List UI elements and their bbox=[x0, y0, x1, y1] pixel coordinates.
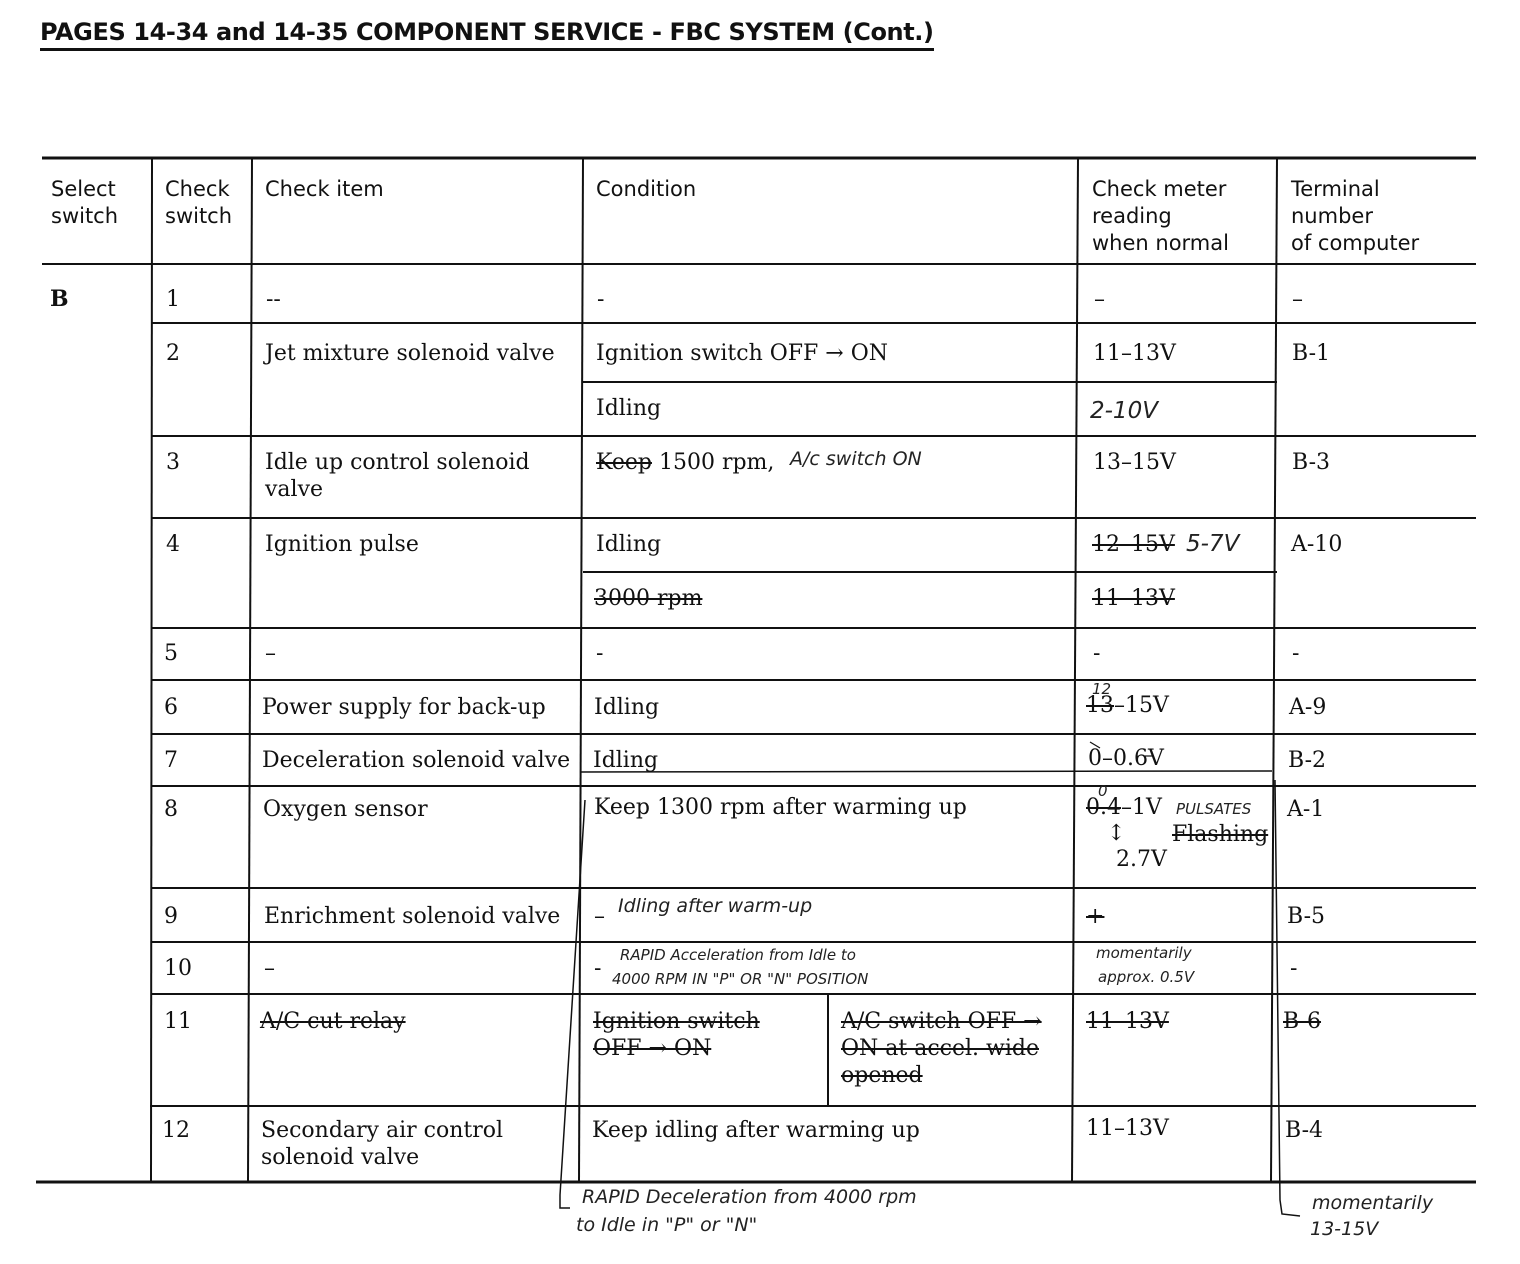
row4-meter-a-struck: 12–15V bbox=[1092, 532, 1175, 557]
row11-condition-a-struck: Ignition switch OFF → ON bbox=[593, 1009, 760, 1061]
row8-meter-handwritten: PULSATES bbox=[1176, 800, 1252, 818]
row4-meter-b-struck: 11–13V bbox=[1092, 586, 1175, 611]
row1-switch: 1 bbox=[166, 287, 180, 312]
row10-meter-handwritten-b: approx. 0.5V bbox=[1098, 968, 1195, 986]
row8-meter-c: 2.7V bbox=[1116, 847, 1167, 872]
row3-terminal: B-3 bbox=[1292, 450, 1331, 475]
row10-condition-handwritten-b: 4000 RPM IN "P" OR "N" POSITION bbox=[612, 970, 869, 988]
row8-switch: 8 bbox=[164, 797, 178, 822]
row2-switch: 2 bbox=[166, 341, 180, 366]
row8-meter-handwritten-digit: 0 bbox=[1098, 782, 1108, 800]
row6-meter-handwritten: 12 bbox=[1092, 680, 1112, 698]
row8-meter-text: –1V bbox=[1121, 795, 1162, 820]
row9-item: Enrichment solenoid valve bbox=[264, 904, 561, 929]
row3-item: Idle up control solenoid valve bbox=[265, 450, 530, 502]
row6-switch: 6 bbox=[164, 695, 178, 720]
row5-meter: - bbox=[1093, 641, 1101, 666]
row1-terminal: – bbox=[1292, 287, 1303, 312]
row6-condition: Idling bbox=[594, 695, 660, 720]
row4-condition-a: Idling bbox=[596, 532, 662, 557]
row4-terminal: A-10 bbox=[1291, 532, 1343, 557]
row6-item: Power supply for back-up bbox=[262, 695, 546, 720]
header-condition: Condition bbox=[596, 177, 697, 201]
row12-meter: 11–13V bbox=[1086, 1116, 1169, 1141]
row11-terminal-struck: B-6 bbox=[1283, 1009, 1322, 1034]
row8-terminal: A-1 bbox=[1287, 797, 1325, 822]
row7-terminal: B-2 bbox=[1288, 748, 1327, 773]
row4-switch: 4 bbox=[166, 532, 180, 557]
row2-condition-b: Idling bbox=[596, 396, 662, 421]
row7-condition: Idling bbox=[593, 748, 659, 773]
row5-item: – bbox=[265, 641, 276, 666]
header-terminal: Terminal number of computer bbox=[1291, 177, 1420, 255]
row10-switch: 10 bbox=[164, 956, 192, 981]
row3-condition-text: 1500 rpm, bbox=[658, 450, 775, 475]
row5-switch: 5 bbox=[164, 641, 178, 666]
row6-meter bbox=[1086, 692, 1169, 719]
row8-condition: Keep 1300 rpm after warming up bbox=[594, 795, 967, 820]
row2-condition-a: Ignition switch OFF → ON bbox=[596, 341, 889, 366]
row9-meter-struck: + bbox=[1086, 904, 1105, 929]
row12-switch: 12 bbox=[162, 1118, 190, 1143]
row10-condition-dash: - bbox=[594, 956, 602, 981]
page-title: PAGES 14-34 and 14-35 COMPONENT SERVICE - FBC SYSTEM (Cont.) bbox=[40, 18, 934, 51]
row6-terminal: A-9 bbox=[1289, 695, 1327, 720]
row11-condition-b-struck: A/C switch OFF → ON at accel. wide opened bbox=[841, 1009, 1042, 1088]
row7-switch: 7 bbox=[164, 748, 178, 773]
header-check-item: Check item bbox=[265, 177, 384, 201]
row1-meter: – bbox=[1094, 287, 1105, 312]
row3-condition bbox=[596, 449, 774, 476]
row9-terminal: B-5 bbox=[1287, 904, 1326, 929]
row4-item: Ignition pulse bbox=[265, 532, 419, 557]
row12-condition: Keep idling after warming up bbox=[592, 1118, 920, 1143]
row6-meter-text: –15V bbox=[1114, 693, 1169, 718]
row10-item: – bbox=[264, 956, 275, 981]
row10-condition-handwritten-a: RAPID Acceleration from Idle to bbox=[620, 946, 856, 964]
row11-switch: 11 bbox=[164, 1009, 192, 1034]
header-select-switch: Select switch bbox=[51, 177, 119, 228]
row9-switch: 9 bbox=[164, 904, 178, 929]
row10-terminal: - bbox=[1290, 956, 1298, 981]
row2-item: Jet mixture solenoid valve bbox=[265, 341, 555, 366]
row2-meter-a: 11–13V bbox=[1093, 341, 1176, 366]
footnote-momentarily: momentarily bbox=[1312, 1192, 1434, 1214]
row3-meter: 13–15V bbox=[1093, 450, 1176, 475]
row9-condition-dash: – bbox=[594, 904, 605, 929]
row3-switch: 3 bbox=[166, 450, 180, 475]
row9-condition-handwritten: Idling after warm-up bbox=[618, 895, 813, 917]
footnote-voltage: 13-15V bbox=[1310, 1218, 1379, 1240]
row4-condition-b-struck: 3000 rpm bbox=[594, 586, 703, 611]
row10-meter-handwritten-a: momentarily bbox=[1096, 944, 1192, 962]
row8-item: Oxygen sensor bbox=[263, 797, 428, 822]
header-check-switch: Check switch bbox=[165, 177, 233, 228]
row7-meter: 0–0.6V bbox=[1088, 746, 1164, 771]
row2-terminal: B-1 bbox=[1292, 341, 1331, 366]
row5-terminal: - bbox=[1292, 641, 1300, 666]
row8-meter-struck-b: Flashing bbox=[1172, 822, 1269, 847]
row4-meter-a-handwritten: 5-7V bbox=[1186, 531, 1240, 557]
row2-meter-b-handwritten: 2-10V bbox=[1090, 398, 1158, 424]
row11-meter-struck: 11–13V bbox=[1086, 1009, 1169, 1034]
header-meter: Check meter reading when normal bbox=[1092, 177, 1229, 255]
row1-condition: - bbox=[597, 287, 605, 312]
row3-condition-handwritten: A/c switch ON bbox=[790, 448, 922, 470]
row11-item-struck: A/C cut relay bbox=[260, 1009, 406, 1034]
footnote-deceleration-b: to Idle in "P" or "N" bbox=[576, 1214, 758, 1236]
row3-condition-struck: Keep bbox=[596, 450, 652, 475]
row8-meter-struck: 0.4 bbox=[1086, 795, 1121, 820]
row12-item: Secondary air control solenoid valve bbox=[261, 1118, 503, 1170]
row8-meter bbox=[1086, 794, 1162, 821]
row5-condition: - bbox=[596, 641, 604, 666]
row12-terminal: B-4 bbox=[1285, 1118, 1324, 1143]
row6-meter-struck: 13 bbox=[1086, 693, 1114, 718]
row1-item: -- bbox=[266, 287, 281, 312]
row7-item: Deceleration solenoid valve bbox=[262, 748, 571, 773]
select-switch-value: B bbox=[50, 286, 69, 312]
row8-meter-arrow: ↕ bbox=[1107, 821, 1126, 846]
footnote-deceleration-a: RAPID Deceleration from 4000 rpm bbox=[582, 1186, 917, 1208]
